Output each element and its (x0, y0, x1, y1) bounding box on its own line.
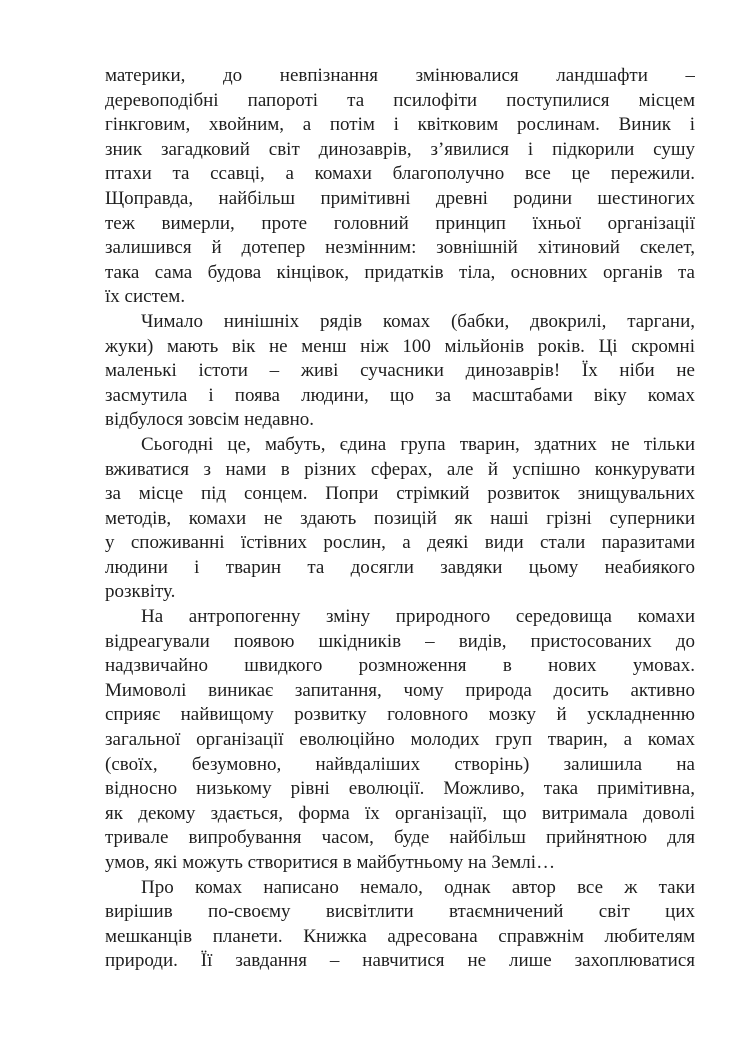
text-line: материки, до невпізнання змінювалися ландшафти – (105, 65, 695, 86)
paragraph-3 (105, 433, 695, 605)
text-line: Щоправда, найбільш примітивні древні родини шестиногих (105, 187, 695, 209)
text-line: засмутила і поява людини, що за масштабами віку комах (105, 384, 695, 406)
text-line: Про комах написано немало, однак автор все ж таки (141, 876, 695, 898)
text-line: залишився й дотепер незмінним: зовнішній хітиновий скелет, (105, 237, 695, 259)
text-line: маленькі істоти – живі сучасники динозаврів! Їх ніби не (105, 360, 695, 382)
text-line: зник загадковий світ динозаврів, з’явилися і підкорили сушу (105, 138, 695, 160)
text-line: Сьогодні це, мабуть, єдина група тварин, здатних не тільки (141, 433, 695, 455)
text-line: методів, комахи не здають позицій як наші грізні суперники (105, 507, 695, 529)
text-line: надзвичайно швидкого розмноження в нових умовах. (105, 655, 695, 677)
text-line: розквіту. (105, 581, 176, 603)
document-page (105, 64, 695, 974)
text-line: Чимало нинішніх рядів комах (бабки, двокрилі, таргани, (141, 310, 695, 332)
text-line: теж вимерли, проте головний принцип їхньої організації (105, 212, 695, 234)
text-line: загальної організації еволюційно молодих груп тварин, а комах (105, 729, 695, 751)
text-line: жуки) мають вік не менш ніж 100 мільйонів років. Ці скромні (105, 335, 695, 357)
text-line: умов, які можуть створитися в майбутньому на Землі… (105, 852, 556, 873)
text-line: така сама будова кінцівок, придатків тіла, основних органів та (105, 261, 695, 283)
text-line: деревоподібні папороті та псилофіти поступилися місцем (105, 89, 695, 111)
text-line: їх систем. (105, 286, 186, 308)
text-line: птахи та ссавці, а комахи благополучно все це пережили. (105, 163, 695, 185)
text-line: Мимоволі виникає запитання, чому природа досить активно (105, 679, 695, 701)
paragraph-1 (105, 64, 695, 310)
text-line: На антропогенну зміну природного середовища комахи (141, 606, 695, 628)
text-line: гінкговим, хвойним, а потім і квітковим рослинам. Виник і (105, 114, 695, 136)
text-line: тривале випробування часом, буде найбільш прийнятною для (105, 827, 695, 849)
paragraph-4 (105, 605, 695, 876)
text-line: як декому здається, форма їх організації, що витримала доволі (105, 802, 695, 824)
text-line: природи. Її завдання – навчитися не лише захоплюватися (105, 950, 695, 972)
text-line: відреагували появою шкідників – видів, пристосованих до (105, 630, 695, 652)
text-line: у споживанні їстівних рослин, а деякі види стали паразитами (105, 532, 695, 554)
text-line: відносно низькому рівні еволюції. Можливо, така примітивна, (105, 778, 695, 800)
text-line: вирішив по-своєму висвітлити втаємничений світ цих (105, 901, 695, 923)
text-line: вживатися з нами в різних сферах, але й успішно конкурувати (105, 458, 695, 480)
text-line: (своїх, безумовно, найвдаліших створінь) залишила на (105, 753, 695, 775)
text-line: мешканців планети. Книжка адресована справжнім любителям (105, 925, 695, 947)
paragraph-2 (105, 310, 695, 433)
paragraph-5 (105, 876, 695, 974)
text-line: людини і тварин та досягли завдяки цьому неабиякого (105, 556, 695, 578)
text-line: сприяє найвищому розвитку головного мозку й ускладненню (105, 704, 695, 726)
text-line: за місце під сонцем. Попри стрімкий розвиток знищувальних (105, 483, 695, 505)
text-line: відбулося зовсім недавно. (105, 409, 314, 431)
